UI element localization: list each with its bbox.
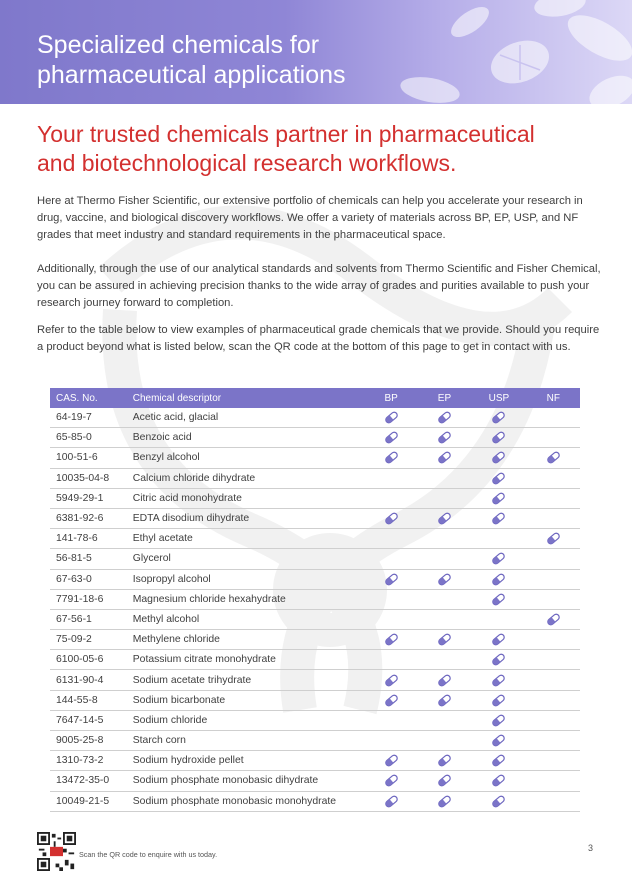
grade-usp-cell — [471, 408, 527, 428]
cas-number: 10035-04-8 — [50, 468, 127, 488]
table-intro-paragraph: Refer to the table below to view examples of pharmaceutical grade chemicals that we provide. Should you require a product beyond what is listed below, scan the QR code at the bottom of this page to get in contact with us. — [37, 324, 600, 353]
capsule-icon — [437, 776, 452, 787]
grade-ep-cell — [418, 791, 471, 811]
table-row — [50, 448, 580, 468]
chemical-descriptor: Citric acid monohydrate — [127, 488, 365, 508]
capsule-icon — [491, 756, 506, 767]
table-header-row — [50, 388, 580, 408]
capsule-icon — [384, 756, 399, 767]
grade-bp-cell — [365, 569, 418, 589]
cas-number: 6131-90-4 — [50, 670, 127, 690]
grade-bp-cell — [365, 589, 418, 609]
capsule-icon — [546, 453, 561, 464]
grade-bp-cell — [365, 408, 418, 428]
grade-nf-cell — [527, 448, 580, 468]
capsule-icon — [384, 675, 399, 686]
cas-number: 7647-14-5 — [50, 710, 127, 730]
capsule-icon — [491, 675, 506, 686]
grade-ep-cell — [418, 549, 471, 569]
grade-usp-cell — [471, 771, 527, 791]
table-row — [50, 771, 580, 791]
cas-number: 141-78-6 — [50, 529, 127, 549]
grade-nf-cell — [527, 670, 580, 690]
section-headline — [37, 120, 607, 178]
grade-nf-cell — [527, 589, 580, 609]
title-line-1: Specialized chemicals for — [37, 31, 320, 59]
cas-number: 67-63-0 — [50, 569, 127, 589]
grade-ep-cell — [418, 508, 471, 528]
chemical-descriptor: Sodium phosphate monobasic monohydrate — [127, 791, 365, 811]
chemical-descriptor: Sodium chloride — [127, 710, 365, 730]
headline-line-2: and biotechnological research workflows. — [37, 150, 457, 176]
grade-usp-cell — [471, 529, 527, 549]
grade-usp-cell — [471, 569, 527, 589]
grade-ep-cell — [418, 751, 471, 771]
capsule-icon — [491, 655, 506, 666]
capsule-icon — [437, 433, 452, 444]
table-row — [50, 670, 580, 690]
intro-paragraph: Here at Thermo Fisher Scientific, our extensive portfolio of chemicals can help you accelerate your research in drug, vaccine, and biological discovery workflows. We offer a variety of materials across BP, EP, USP, and NF grades that meet industry and standard requirements in the pharmaceutical space. — [37, 195, 583, 241]
table-row — [50, 408, 580, 428]
capsule-icon — [491, 554, 506, 565]
table-row — [50, 589, 580, 609]
grade-nf-cell — [527, 408, 580, 428]
grade-bp-cell — [365, 751, 418, 771]
capsule-icon — [437, 634, 452, 645]
cas-number: 13472-35-0 — [50, 771, 127, 791]
capsule-icon — [491, 453, 506, 464]
grade-ep-cell — [418, 488, 471, 508]
grade-bp-cell — [365, 650, 418, 670]
grade-bp-cell — [365, 609, 418, 629]
chemical-descriptor: EDTA disodium dihydrate — [127, 508, 365, 528]
grade-usp-cell — [471, 468, 527, 488]
chemical-descriptor: Acetic acid, glacial — [127, 408, 365, 428]
grade-nf-cell — [527, 650, 580, 670]
grade-bp-cell — [365, 529, 418, 549]
table-row — [50, 468, 580, 488]
grade-nf-cell — [527, 428, 580, 448]
chemical-descriptor: Methyl alcohol — [127, 609, 365, 629]
table-row — [50, 690, 580, 710]
grade-bp-cell — [365, 428, 418, 448]
capsule-icon — [384, 513, 399, 524]
grade-nf-cell — [527, 488, 580, 508]
title-line-2: pharmaceutical applications — [37, 61, 346, 89]
chemicals-table — [50, 388, 580, 812]
cas-number: 56-81-5 — [50, 549, 127, 569]
capsule-icon — [491, 493, 506, 504]
grade-usp-cell — [471, 751, 527, 771]
capsule-icon — [384, 453, 399, 464]
capsule-icon — [384, 412, 399, 423]
grade-usp-cell — [471, 690, 527, 710]
chemical-descriptor: Sodium bicarbonate — [127, 690, 365, 710]
table-row — [50, 428, 580, 448]
capsule-icon — [491, 735, 506, 746]
cas-number: 1310-73-2 — [50, 751, 127, 771]
chemical-descriptor: Starch corn — [127, 731, 365, 751]
qr-caption: Scan the QR code to enquire with us today. — [79, 850, 218, 859]
grade-bp-cell — [365, 710, 418, 730]
grade-ep-cell — [418, 650, 471, 670]
grade-ep-cell — [418, 529, 471, 549]
grade-ep-cell — [418, 771, 471, 791]
headline-line-1: Your trusted chemicals partner in pharmaceutical — [37, 121, 535, 147]
capsule-icon — [491, 695, 506, 706]
cas-number: 5949-29-1 — [50, 488, 127, 508]
capsule-icon — [384, 634, 399, 645]
grade-bp-cell — [365, 448, 418, 468]
grade-bp-cell — [365, 771, 418, 791]
chemical-descriptor: Methylene chloride — [127, 630, 365, 650]
grade-ep-cell — [418, 690, 471, 710]
grade-nf-cell — [527, 569, 580, 589]
grade-usp-cell — [471, 609, 527, 629]
grade-ep-cell — [418, 448, 471, 468]
cas-number: 144-55-8 — [50, 690, 127, 710]
chemical-descriptor: Glycerol — [127, 549, 365, 569]
capsule-icon — [384, 695, 399, 706]
grade-nf-cell — [527, 630, 580, 650]
grade-usp-cell — [471, 630, 527, 650]
grade-ep-cell — [418, 609, 471, 629]
chemical-descriptor: Sodium phosphate monobasic dihydrate — [127, 771, 365, 791]
grade-bp-cell — [365, 549, 418, 569]
table-row — [50, 710, 580, 730]
header-cas: CAS. No. — [50, 388, 127, 408]
chemical-descriptor: Calcium chloride dihydrate — [127, 468, 365, 488]
header-usp: USP — [471, 388, 527, 408]
table-row — [50, 791, 580, 811]
chemical-descriptor: Benzyl alcohol — [127, 448, 365, 468]
grade-nf-cell — [527, 771, 580, 791]
grade-bp-cell — [365, 670, 418, 690]
grade-nf-cell — [527, 710, 580, 730]
capsule-icon — [437, 796, 452, 807]
cas-number: 67-56-1 — [50, 609, 127, 629]
capsule-icon — [491, 433, 506, 444]
grade-ep-cell — [418, 468, 471, 488]
grade-nf-cell — [527, 731, 580, 751]
table-row — [50, 731, 580, 751]
grade-nf-cell — [527, 751, 580, 771]
capsule-icon — [491, 634, 506, 645]
cas-number: 100-51-6 — [50, 448, 127, 468]
grade-nf-cell — [527, 690, 580, 710]
header-nf: NF — [527, 388, 580, 408]
table-row — [50, 569, 580, 589]
cas-number: 6381-92-6 — [50, 508, 127, 528]
table-row — [50, 609, 580, 629]
capsule-icon — [491, 513, 506, 524]
grade-ep-cell — [418, 710, 471, 730]
capsule-icon — [437, 695, 452, 706]
cas-number: 64-19-7 — [50, 408, 127, 428]
grade-bp-cell — [365, 508, 418, 528]
capsule-icon — [384, 433, 399, 444]
grade-bp-cell — [365, 468, 418, 488]
header-banner — [0, 0, 632, 104]
grade-bp-cell — [365, 791, 418, 811]
page-number: 3 — [588, 843, 594, 853]
table-row — [50, 549, 580, 569]
capsule-icon — [491, 715, 506, 726]
grade-ep-cell — [418, 589, 471, 609]
grade-bp-cell — [365, 488, 418, 508]
grade-usp-cell — [471, 650, 527, 670]
grade-ep-cell — [418, 670, 471, 690]
chemical-descriptor: Ethyl acetate — [127, 529, 365, 549]
grade-usp-cell — [471, 428, 527, 448]
capsule-icon — [491, 473, 506, 484]
table-row — [50, 630, 580, 650]
grade-usp-cell — [471, 488, 527, 508]
grade-usp-cell — [471, 508, 527, 528]
capsule-icon — [546, 533, 561, 544]
standards-paragraph: Additionally, through the use of our analytical standards and solvents from Thermo Scientific and Fisher Chemical, you can be assured in achieving precision thanks to the wide array of grades and purities available to push your research journey forward to completion. — [37, 263, 601, 309]
capsule-icon — [491, 412, 506, 423]
table-row — [50, 488, 580, 508]
grade-ep-cell — [418, 569, 471, 589]
capsule-icon — [384, 796, 399, 807]
grade-usp-cell — [471, 589, 527, 609]
grade-ep-cell — [418, 731, 471, 751]
grade-nf-cell — [527, 609, 580, 629]
capsule-icon — [491, 574, 506, 585]
chemical-descriptor: Sodium hydroxide pellet — [127, 751, 365, 771]
capsule-icon — [437, 574, 452, 585]
grade-bp-cell — [365, 731, 418, 751]
chemical-descriptor: Benzoic acid — [127, 428, 365, 448]
capsule-icon — [437, 513, 452, 524]
cas-number: 10049-21-5 — [50, 791, 127, 811]
capsule-icon — [384, 776, 399, 787]
grade-usp-cell — [471, 731, 527, 751]
grade-nf-cell — [527, 529, 580, 549]
grade-ep-cell — [418, 408, 471, 428]
table-row — [50, 751, 580, 771]
capsule-icon — [491, 594, 506, 605]
grade-usp-cell — [471, 448, 527, 468]
chemical-descriptor: Isopropyl alcohol — [127, 569, 365, 589]
table-row — [50, 529, 580, 549]
capsule-icon — [437, 412, 452, 423]
cas-number: 75-09-2 — [50, 630, 127, 650]
capsule-icon — [491, 796, 506, 807]
cas-number: 9005-25-8 — [50, 731, 127, 751]
page-title — [37, 30, 457, 90]
grade-ep-cell — [418, 630, 471, 650]
grade-usp-cell — [471, 791, 527, 811]
chemical-descriptor: Magnesium chloride hexahydrate — [127, 589, 365, 609]
grade-nf-cell — [527, 791, 580, 811]
capsule-icon — [384, 574, 399, 585]
grade-nf-cell — [527, 549, 580, 569]
table-row — [50, 508, 580, 528]
qr-code-icon[interactable] — [37, 832, 76, 871]
header-descriptor: Chemical descriptor — [127, 388, 365, 408]
capsule-icon — [437, 453, 452, 464]
grade-ep-cell — [418, 428, 471, 448]
grade-usp-cell — [471, 710, 527, 730]
chemical-descriptor: Sodium acetate trihydrate — [127, 670, 365, 690]
table-row — [50, 650, 580, 670]
grade-nf-cell — [527, 468, 580, 488]
header-ep: EP — [418, 388, 471, 408]
capsule-icon — [437, 756, 452, 767]
capsule-icon — [546, 614, 561, 625]
capsule-icon — [491, 776, 506, 787]
grade-nf-cell — [527, 508, 580, 528]
cas-number: 6100-05-6 — [50, 650, 127, 670]
grade-bp-cell — [365, 690, 418, 710]
header-bp: BP — [365, 388, 418, 408]
chemical-descriptor: Potassium citrate monohydrate — [127, 650, 365, 670]
grade-bp-cell — [365, 630, 418, 650]
cas-number: 7791-18-6 — [50, 589, 127, 609]
grade-usp-cell — [471, 549, 527, 569]
capsule-icon — [437, 675, 452, 686]
cas-number: 65-85-0 — [50, 428, 127, 448]
grade-usp-cell — [471, 670, 527, 690]
